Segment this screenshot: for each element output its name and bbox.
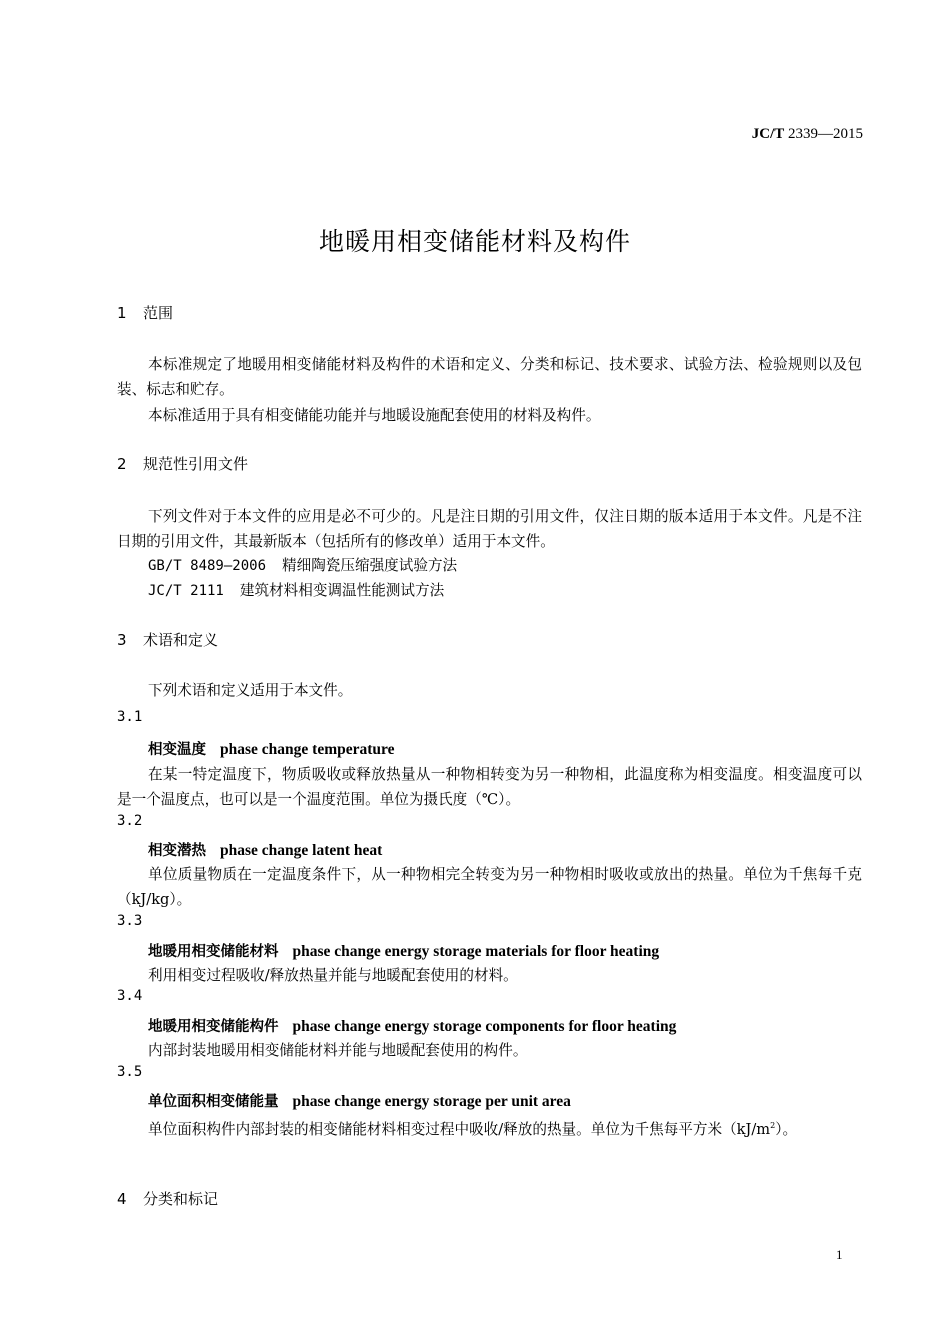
unit-superscript: 2 <box>770 1121 776 1130</box>
term-english: phase change latent heat <box>220 842 383 859</box>
term-chinese: 相变潜热 <box>148 843 206 859</box>
term-number: 3.1 <box>117 709 143 725</box>
term-3-5-name <box>148 1090 571 1111</box>
term-number: 3.4 <box>117 988 143 1004</box>
section-4-heading <box>117 1188 218 1209</box>
term-chinese: 单位面积相变储能量 <box>148 1094 279 1110</box>
section-title: 分类和标记 <box>143 1190 219 1208</box>
section-3-intro: 下列术语和定义适用于本文件。 <box>148 682 353 699</box>
definition-text: 单位面积构件内部封装的相变储能材料相变过程中吸收/释放的热量。单位为千焦每平方米 <box>148 1120 723 1138</box>
term-3-1-name <box>148 738 395 759</box>
term-english: phase change temperature <box>220 741 395 758</box>
normative-reference-1 <box>148 553 457 579</box>
term-number: 3.2 <box>117 813 143 829</box>
term-chinese: 地暖用相变储能材料 <box>148 944 279 960</box>
section-2-heading <box>117 453 248 474</box>
term-3-1-definition: 在某一特定温度下，物质吸收或释放热量从一种物相转变为另一种物相，此温度称为相变温度。相变温度可以是一个温度点，也可以是一个温度范围。单位为摄氏度（℃）。 <box>117 766 862 808</box>
term-3-3-name <box>148 940 659 961</box>
term-english: phase change energy storage materials for floor heating <box>292 943 660 960</box>
section-3-heading <box>117 629 218 650</box>
section-title: 范围 <box>143 304 174 322</box>
definition-unit: （kJ/m <box>722 1120 771 1138</box>
normative-reference-2 <box>148 578 444 604</box>
section-title: 术语和定义 <box>143 631 219 649</box>
standard-code-number: 2339—2015 <box>784 126 863 142</box>
section-1-paragraph-2: 本标准适用于具有相变储能功能并与地暖设施配套使用的材料及构件。 <box>148 407 601 424</box>
term-number: 3.5 <box>117 1064 143 1080</box>
section-number: 4 <box>117 1190 127 1208</box>
term-chinese: 相变温度 <box>148 742 206 758</box>
term-3-4-name <box>148 1015 676 1036</box>
term-3-3-definition: 利用相变过程吸收/释放热量并能与地暖配套使用的材料。 <box>148 967 518 984</box>
page-number: 1 <box>836 1247 843 1262</box>
reference-title: 精细陶瓷压缩强度试验方法 <box>282 557 458 574</box>
term-3-2-name <box>148 839 382 860</box>
term-english: phase change energy storage components for floor heating <box>292 1018 677 1035</box>
reference-code: GB/T 8489—2006 <box>148 558 267 574</box>
reference-code: JC/T 2111 <box>148 583 224 599</box>
section-number: 1 <box>117 304 127 322</box>
standard-code-prefix: JC/T <box>751 126 785 142</box>
page-title: 地暖用相变储能材料及构件 <box>318 227 631 256</box>
term-number: 3.3 <box>117 913 143 929</box>
term-3-4-definition: 内部封装地暖用相变储能材料并能与地暖配套使用的构件。 <box>148 1042 528 1059</box>
section-1-paragraph-1: 本标准规定了地暖用相变储能材料及构件的术语和定义、分类和标记、技术要求、试验方法、检验规则以及包装、标志和贮存。 <box>117 356 862 398</box>
term-3-2-definition: 单位质量物质在一定温度条件下，从一种物相完全转变为另一种物相时吸收或放出的热量。单位为千焦每千克（kJ/kg）。 <box>117 866 862 908</box>
definition-end: ）。 <box>775 1120 798 1138</box>
term-english: phase change energy storage per unit area <box>292 1093 571 1110</box>
section-number: 2 <box>117 455 127 473</box>
section-number: 3 <box>117 631 127 649</box>
section-title: 规范性引用文件 <box>143 455 249 473</box>
section-1-heading <box>117 302 173 323</box>
section-2-paragraph-1: 下列文件对于本文件的应用是必不可少的。凡是注日期的引用文件，仅注日期的版本适用于本文件。凡是不注日期的引用文件，其最新版本（包括所有的修改单）适用于本文件。 <box>117 508 862 550</box>
standard-code <box>752 126 863 143</box>
reference-title: 建筑材料相变调温性能测试方法 <box>239 582 445 599</box>
term-chinese: 地暖用相变储能构件 <box>148 1019 279 1035</box>
term-3-5-definition <box>117 1113 862 1142</box>
